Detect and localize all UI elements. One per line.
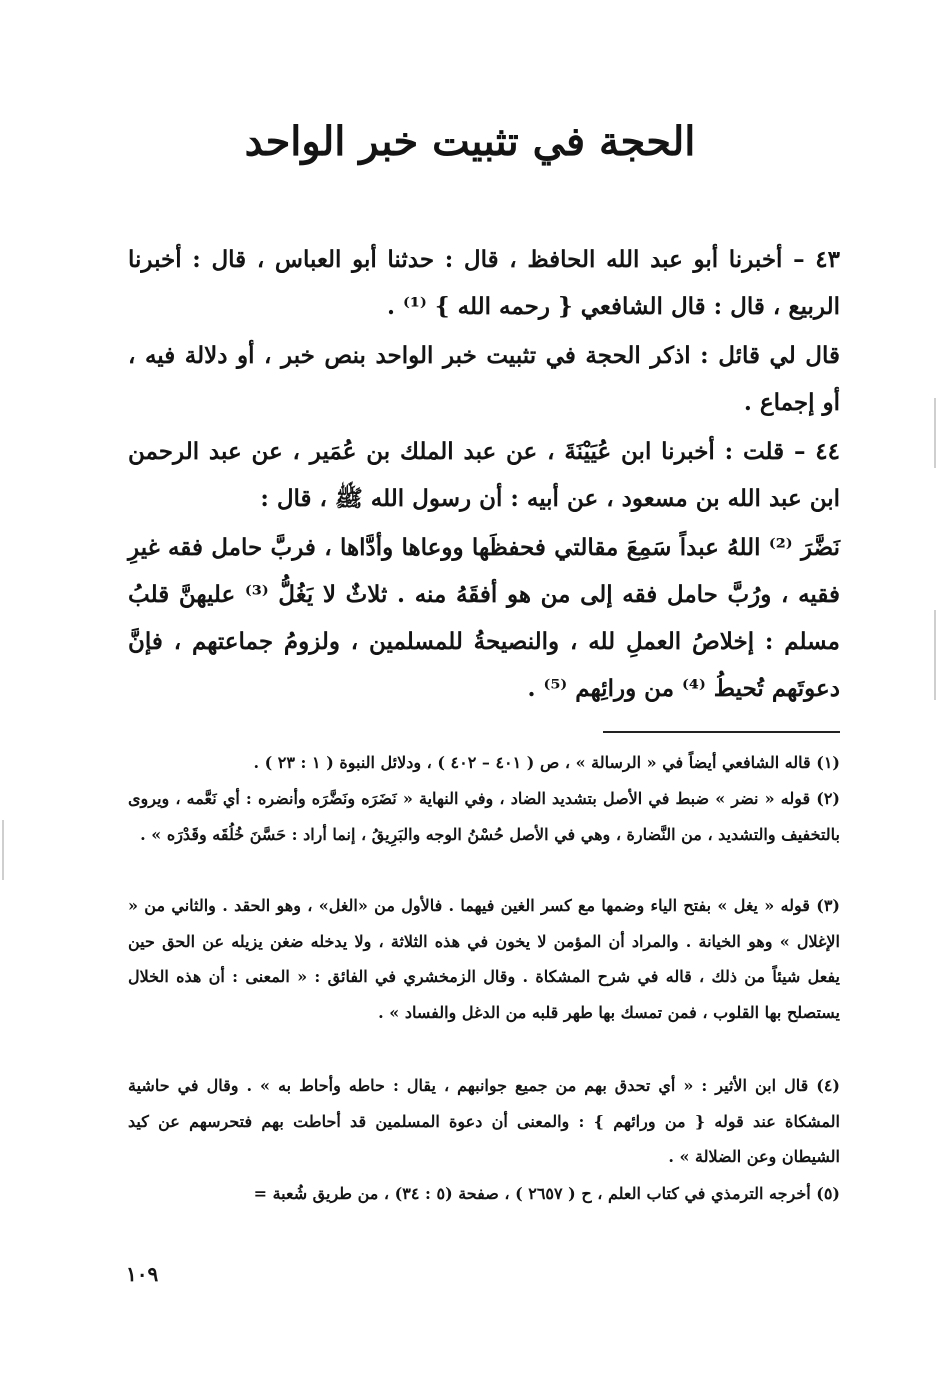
paragraph-text: ٤٣ – أخبرنا أبو عبد الله الحافظ ، قال : حدثنا أبو العباس ، قال : أخبرنا الربيع ، قال : قال الشافعي { رحمه الله } ⁽¹⁾ . (128, 246, 840, 320)
footnote-3 (128, 888, 840, 1030)
footnote-4 (128, 1068, 840, 1175)
scan-edge-mark (934, 610, 936, 700)
page-number: ١٠٩ (126, 1262, 159, 1286)
scan-edge-mark (2, 820, 4, 880)
footnote-text: (١) قاله الشافعي أيضاً في « الرسالة » ، ص ( ٤٠١ – ٤٠٢ ) ، ودلائل النبوة ( ١ : ٢٣ ) . (253, 753, 840, 772)
paragraph-text: ٤٤ – قلت : أخبرنا ابن عُيَيْنَةَ ، عن عبد الملك بن عُمَير ، عن عبد الرحمن ابن عبد الله بن مسعود ، عن أبيه : أن رسول الله ﷺ ، قال : (128, 438, 840, 512)
footnote-1 (128, 745, 840, 781)
paragraph-question (128, 332, 840, 426)
paragraph-text: نَضَّرَ ⁽²⁾ اللهُ عبداً سَمِعَ مقالتي فحفظَها ووعاها وأدَّاها ، فربَّ حامل فقه غيرِ فقيه ، ورُبَّ حامل فقه إلى من هو أفقَهُ منه . ثلاثٌ لا يَغُلُّ ⁽³⁾ عليهنَّ قلبُ مسلم : إخلاصُ العملِ لله ، والنصيحةُ للمسلمين ، ولزومُ جماعتهم ، فإنَّ دعوتَهم تُحيطُ ⁽⁴⁾ من ورائِهم ⁽⁵⁾ . (128, 534, 841, 702)
paragraph-text: قال لي قائل : اذكر الحجة في تثبيت خبر الواحد بنص خبر ، أو دلالة فيه ، أو إجماع . (128, 342, 840, 416)
footnote-text: (٤) قال ابن الأثير : « أي تحدق بهم من جميع جوانبهم ، يقال : حاطه وأحاط به » . وقال في حاشية المشكاة عند قوله { من ورائهم } : والمعنى أن دعوة المسلمين قد أحاطت بهم فتحرسهم عن كيد الشيطان وعن الضلالة » . (128, 1076, 840, 1166)
footnote-text: (٥) أخرجه الترمذي في كتاب العلم ، ح ( ٢٦٥٧ ) ، صفحة (٥ : ٣٤) ، من طريق شُعبة = (253, 1184, 840, 1203)
footnote-2 (128, 781, 840, 852)
page-title: الحجة في تثبيت خبر الواحد (244, 118, 696, 165)
scan-edge-mark (934, 398, 936, 468)
footnote-5 (128, 1176, 840, 1212)
paragraph-43 (128, 236, 840, 330)
hadith-text (128, 524, 840, 712)
paragraph-44 (128, 428, 840, 522)
footnote-separator (603, 731, 840, 733)
footnote-text: (٢) قوله « نضر » ضبط في الأصل بتشديد الضاد ، وفي النهاية « نَضَرَه ونَضَّرَه وأنضره : أي نَعَّمه ، ويروى بالتخفيف والتشديد ، من النَّضارة ، وهي في الأصل حُسْنُ الوجه والبَرِيقُ ، إنما أراد : حَسَّنَ خُلُقَه وقَدْرَه » . (128, 789, 840, 844)
footnote-text: (٣) قوله « يغل » بفتح الياء وضمها مع كسر الغين فيهما . فالأول من «الغل» ، وهو الحقد . والثاني من « الإغلال » وهو الخيانة . والمراد أن المؤمن لا يخون في هذه الثلاثة ، ولا يدخله ضغن يزيله عن الحق حين يفعل شيئاً من ذلك ، قاله في شرح المشكاة . وقال الزمخشري في الفائق : « المعنى : أن هذه الخلال يستصلح بها القلوب ، فمن تمسك بها طهر قلبه من الدغل والفساد » . (128, 896, 840, 1022)
